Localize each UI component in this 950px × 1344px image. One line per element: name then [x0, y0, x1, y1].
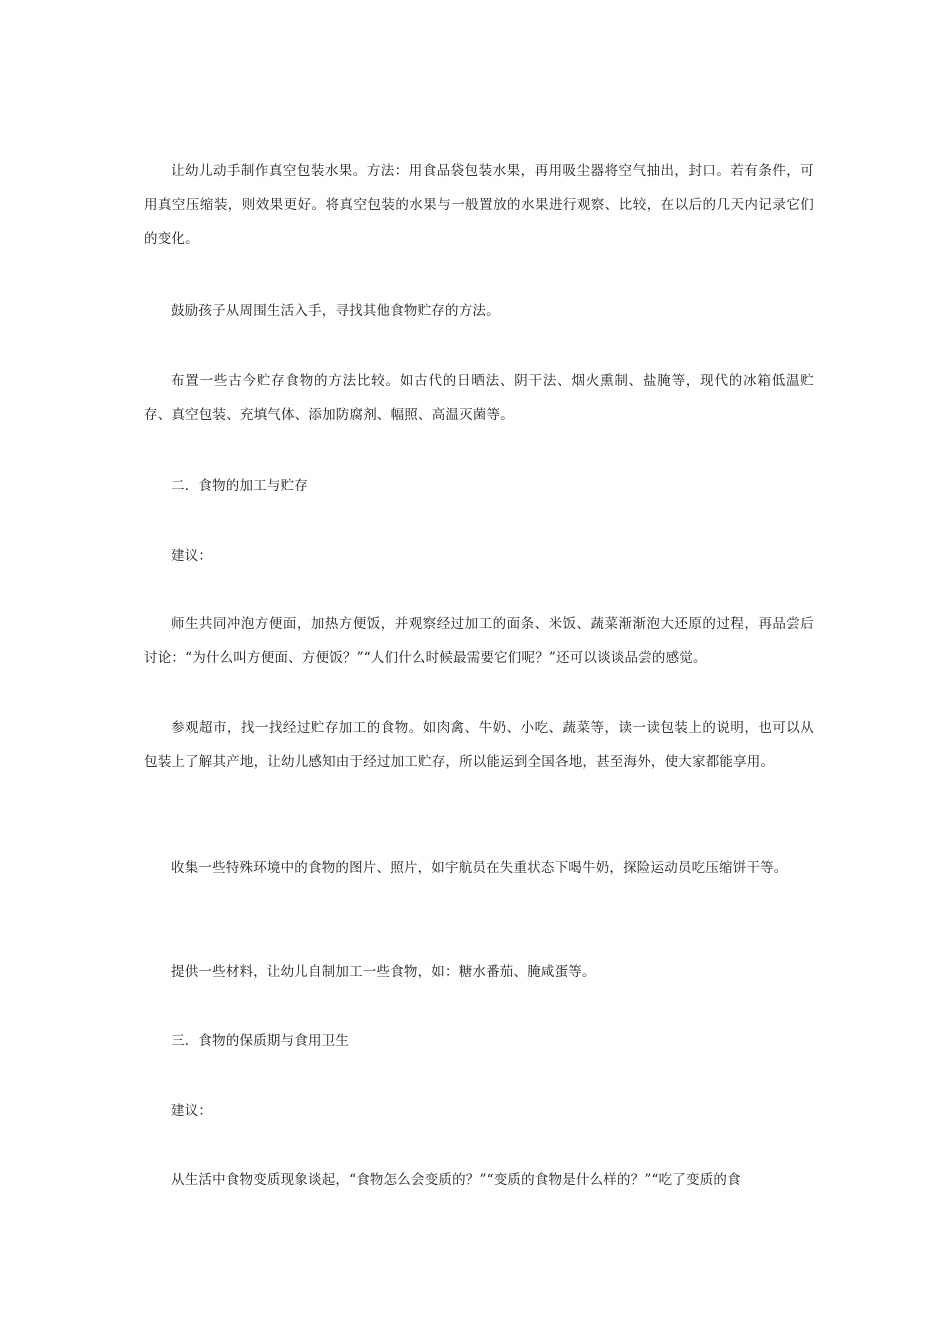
paragraph-instant-noodles: 师生共同冲泡方便面，加热方便饭，并观察经过加工的面条、米饭、蔬菜渐渐泡大还原的过程，再品尝后讨论：“为什么叫方便面、方便饭？”“人们什么时候最需要它们呢？”还可以谈谈品尝的感觉。: [144, 616, 814, 666]
paragraph-food-spoilage: 从生活中食物变质现象谈起，“食物怎么会变质的？”“变质的食物是什么样的？”“吃了变质的食: [171, 1172, 741, 1188]
suggestion-label: 建议：: [171, 548, 213, 564]
suggestion-label: 建议：: [171, 1103, 213, 1119]
paragraph-vacuum-packing: 让幼儿动手制作真空包装水果。方法：用食品袋包装水果，再用吸尘器将空气抽出，封口。若有条件，可用真空压缩装，则效果更好。将真空包装的水果与一般置放的水果进行观察、比较，在以后的几天内记录它们的变化。: [144, 163, 814, 247]
paragraph-homemade-processing: 提供一些材料，让幼儿自制加工一些食物，如：糖水番茄、腌咸蛋等。: [171, 964, 596, 980]
paragraph-special-environment-food: 收集一些特殊环境中的食物的图片、照片，如宇航员在失重状态下喝牛奶，探险运动员吃压缩饼干等。: [171, 860, 788, 876]
section-heading-shelf-life-hygiene: 三．食物的保质期与食用卫生: [171, 1033, 350, 1049]
paragraph-ancient-modern-comparison: 布置一些古今贮存食物的方法比较。如古代的日晒法、阴干法、烟火熏制、盐腌等，现代的冰箱低温贮存、真空包装、充填气体、添加防腐剂、幅照、高温灭菌等。: [144, 373, 814, 423]
paragraph-supermarket-visit: 参观超市，找一找经过贮存加工的食物。如肉禽、牛奶、小吃、蔬菜等，读一读包装上的说明，也可以从包装上了解其产地，让幼儿感知由于经过加工贮存，所以能运到全国各地，甚至海外，使大家都能享用。: [144, 720, 814, 770]
section-heading-processing-storage: 二．食物的加工与贮存: [171, 478, 308, 494]
paragraph-storage-methods: 鼓励孩子从周围生活入手，寻找其他食物贮存的方法。: [171, 303, 500, 319]
